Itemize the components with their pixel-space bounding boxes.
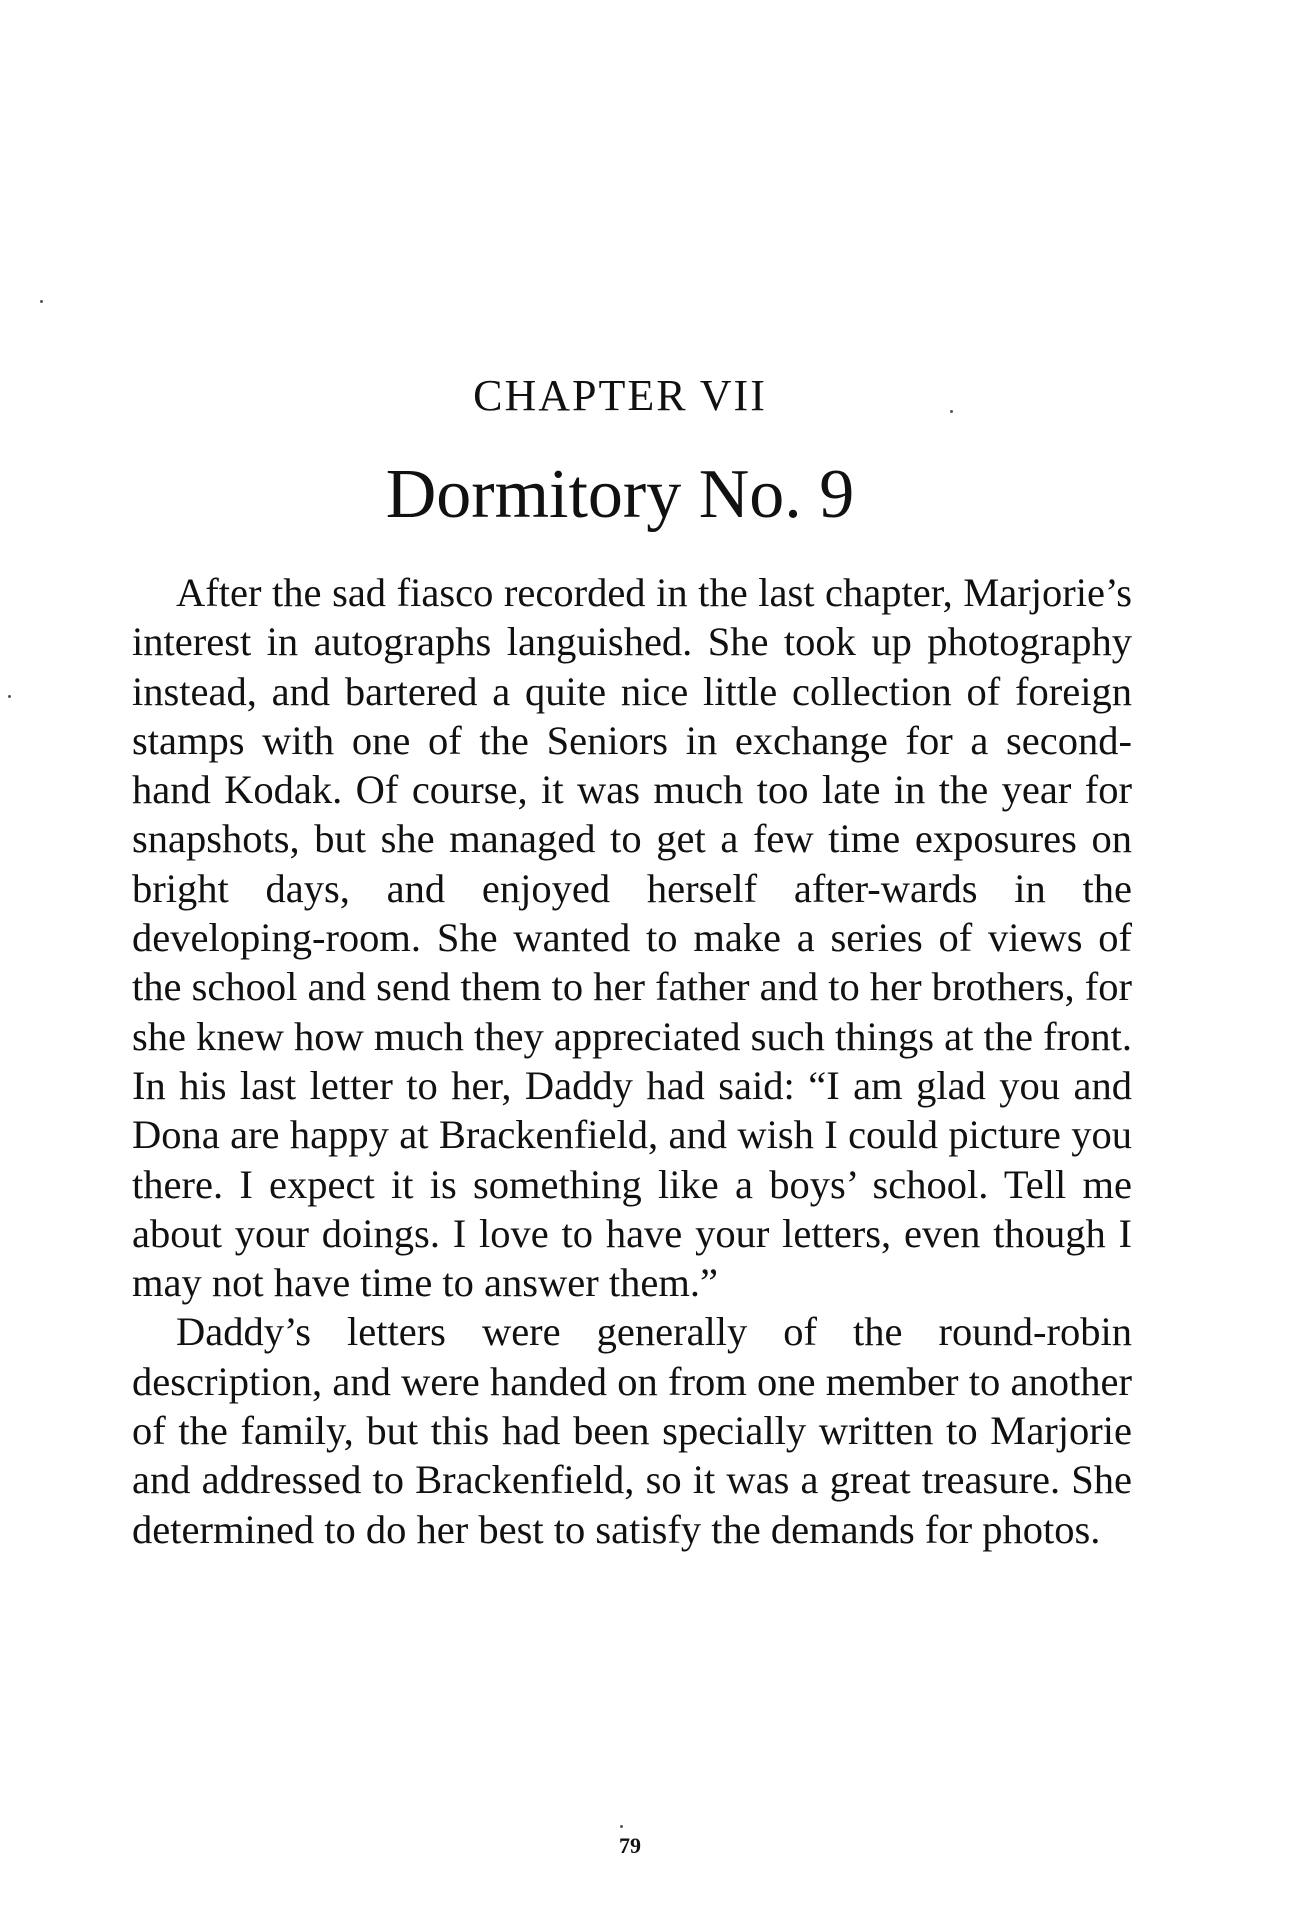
page-number: 79: [619, 1833, 641, 1858]
scan-speck: [950, 410, 953, 413]
chapter-title: Dormitory No. 9: [385, 456, 855, 533]
scan-speck: [620, 1825, 623, 1828]
paragraph-1: After the sad fiasco recorded in the last chapter, Marjorie’s interest in autographs languished. She took up photography instead, and bartered a quite nice little collection of foreign stamps with one of the Seniors in exchange for a second-hand Kodak. Of course, it was much too late in the year for snapshots, but she managed to get a few time exposures on bright days, and enjoyed herself after-wards in the developing-room. She wanted to make a series of views of the school and send them to her father and to her brothers, for she knew how much they appreciated such things at the front. In his last letter to her, Daddy had said: “I am glad you and Dona are happy at Brackenfield, and wish I could picture you there. I expect it is something like a boys’ school. Tell me about your doings. I love to have your letters, even though I may not have time to answer them.”: [132, 570, 1132, 1306]
scan-speck: [8, 695, 11, 698]
body-text: [132, 568, 1132, 1554]
scan-speck: [40, 300, 43, 303]
chapter-label: CHAPTER VII: [473, 371, 767, 420]
paragraph-2: Daddy’s letters were generally of the round-robin description, and were handed on from one member to another of the family, but this had been specially written to Marjorie and addressed to Brackenfield, so it was a great treasure. She determined to do her best to satisfy the demands for photos.: [132, 1309, 1132, 1552]
